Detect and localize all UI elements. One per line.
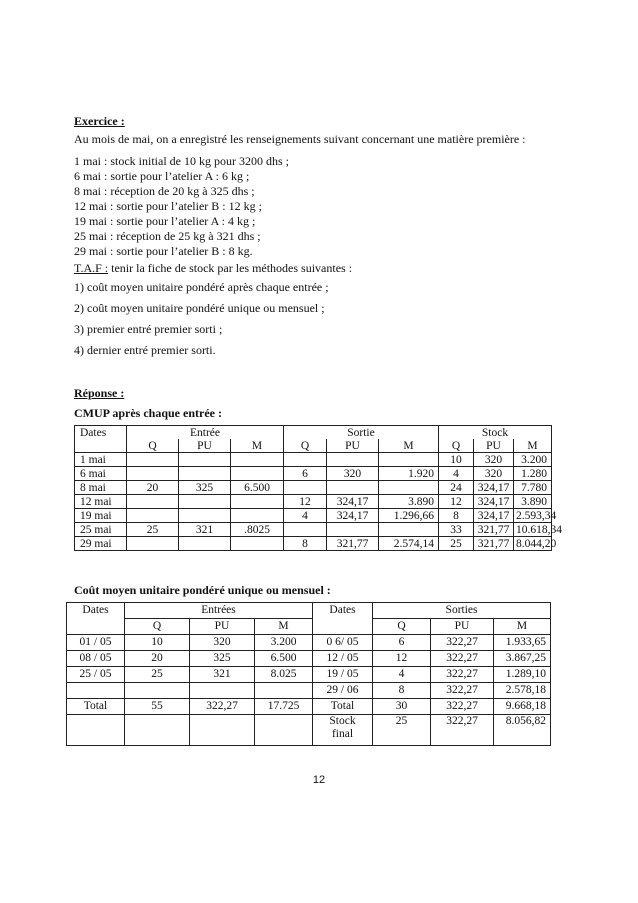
exercise-line: 19 mai : sortie pour l’atelier A : 4 kg ; [74,214,256,228]
header-cell: PU [431,619,494,635]
table-cell [327,453,379,467]
table-cell [231,537,284,551]
table-cell: 10 [439,453,474,467]
header-cell: Q [439,439,474,453]
table-row [75,453,552,467]
table-final-stock-row [67,715,551,746]
table-cell: 01 / 05 [67,635,125,651]
header-cell: M [255,619,313,635]
table-cell: 20 [125,651,190,667]
table-cell: 6 mai [75,467,127,481]
table-cell: 6.500 [255,651,313,667]
table-cell: 12 mai [75,495,127,509]
header-sorties: Sorties [373,603,551,619]
header-cell: PU [327,439,379,453]
table-cell: 1.920 [379,467,439,481]
table-cell: 3.867,25 [494,651,551,667]
table-cell: 321 [179,523,231,537]
table-row [75,467,552,481]
table-cell: 321,77 [474,537,514,551]
table-cell: 3.890 [379,495,439,509]
table-row [75,481,552,495]
method-item: 2) coût moyen unitaire pondéré unique ou mensuel ; [74,301,325,315]
table-cell: 4 [284,509,327,523]
method-item: 1) coût moyen unitaire pondéré après chaque entrée ; [74,280,329,294]
table-cell: 29 / 06 [313,683,373,699]
method-item: 4) dernier entré premier sorti. [74,343,216,357]
table-cell: 29 mai [75,537,127,551]
table-cell [125,683,190,699]
table-cell: 324,17 [474,495,514,509]
taf-label: T.A.F : [74,261,109,275]
cmup-mensuel-section-title: Coût moyen unitaire pondéré unique ou mensuel : [74,583,331,597]
table-cell [179,453,231,467]
table-cell: 1.296,66 [379,509,439,523]
table-cell: 324,17 [474,481,514,495]
cmup-stock-table [74,425,562,551]
header-cell: Q [127,439,179,453]
table-cell: Total [313,699,373,715]
header-cell: PU [474,439,514,453]
header-cell: Q [373,619,431,635]
header-dates: Dates [75,426,127,440]
table-cell: 320 [474,453,514,467]
table-cell: 3.890 [514,495,552,509]
exercise-title: Exercice : [74,114,125,128]
table-cell [255,715,313,746]
table-cell: 2.578,18 [494,683,551,699]
exercise-line: 12 mai : sortie pour l’atelier B : 12 kg ; [74,199,262,213]
table-cell [179,495,231,509]
answer-title: Réponse : [74,386,125,400]
table-cell: 6 [373,635,431,651]
table-cell: 7.780 [514,481,552,495]
table-cell [190,715,255,746]
table-row [75,537,552,551]
table-cell [284,453,327,467]
table-cell [231,509,284,523]
page-number: 12 [312,774,326,786]
table-row [67,635,551,651]
table-cell [179,537,231,551]
table-cell [127,453,179,467]
table-cell [127,509,179,523]
table-cell: 25 [439,537,474,551]
table-cell: 12 [439,495,474,509]
table-cell [67,715,125,746]
table-group-header-row [67,603,551,619]
table-cell: 8.025 [255,667,313,683]
table-cell: 8 [373,683,431,699]
table-cell: 25 [125,667,190,683]
table-cell: 321,77 [474,523,514,537]
table-cell: 12 / 05 [313,651,373,667]
header-cell: PU [190,619,255,635]
table-cell: 30 [373,699,431,715]
header-cell [313,619,373,635]
table-cell: 4 [439,467,474,481]
table-cell [284,481,327,495]
table-cell: 6.500 [231,481,284,495]
table-cell [379,453,439,467]
table-cell [231,467,284,481]
table-cell: 25 mai [75,523,127,537]
exercise-line: 1 mai : stock initial de 10 kg pour 3200 dhs ; [74,154,289,168]
header-cell: Q [284,439,327,453]
cmup-mensuel-table [66,602,551,746]
table-row [75,523,552,537]
table-cell [67,683,125,699]
header-cell: M [379,439,439,453]
table-row [67,683,551,699]
table-cell: 19 / 05 [313,667,373,683]
header-dates-entrees: Dates [67,603,125,619]
final-stock-label-line2: final [331,728,354,740]
method-item: 3) premier entré premier sorti ; [74,322,223,336]
table-cell: Total [67,699,125,715]
table-cell: 322,27 [431,635,494,651]
table-cell: 322,27 [431,651,494,667]
table-cell: 12 [284,495,327,509]
table-cell: 322,27 [431,667,494,683]
table-cell: 2.593,34 [514,509,552,523]
table-cell: 322,27 [190,699,255,715]
table-total-row [67,699,551,715]
table-cell: 0 6/ 05 [313,635,373,651]
table-group-header-row [75,426,552,440]
table-cell: 1.933,65 [494,635,551,651]
table-row [75,509,552,523]
table-cell [179,509,231,523]
table-cell [127,537,179,551]
table-cell: 8.056,82 [494,715,551,746]
table-cell [255,683,313,699]
table-cell: 320 [190,635,255,651]
table-cell [284,523,327,537]
taf-text: tenir la fiche de stock par les méthodes suivantes : [108,261,353,275]
table-cell: 25 [373,715,431,746]
header-cell [75,439,127,453]
table-cell [127,495,179,509]
table-row [67,651,551,667]
table-sub-header-row [67,619,551,635]
table-cell [125,715,190,746]
header-cell: M [231,439,284,453]
header-cell: M [494,619,551,635]
table-cell: 320 [474,467,514,481]
table-cell: 8 [284,537,327,551]
exercise-line: 25 mai : réception de 25 kg à 321 dhs ; [74,229,261,243]
table-cell [231,453,284,467]
table-cell: 8 mai [75,481,127,495]
table-cell: 4 [373,667,431,683]
table-cell: 324,17 [474,509,514,523]
table-cell [379,523,439,537]
header-cell: M [514,439,552,453]
table-cell [190,683,255,699]
table-cell [127,467,179,481]
table-cell: 325 [179,481,231,495]
table-cell: 10 [125,635,190,651]
table-cell: 324,17 [327,509,379,523]
header-cell: Q [125,619,190,635]
table-cell: 9.668,18 [494,699,551,715]
table-cell: 322,27 [431,699,494,715]
table-cell: 19 mai [75,509,127,523]
table-cell: .8025 [231,523,284,537]
exercise-intro: Au mois de mai, on a enregistré les renseignements suivant concernant une matière première : [74,132,526,146]
table-cell: 10.618,34 [514,523,552,537]
table-cell: 8 [439,509,474,523]
header-cell [67,619,125,635]
table-cell: 25 / 05 [67,667,125,683]
final-stock-label [313,715,373,746]
table-cell: 320 [327,467,379,481]
exercise-line: 29 mai : sortie pour l’atelier B : 8 kg. [74,244,253,258]
taf-line [74,261,352,276]
table-cell [179,467,231,481]
table-cell: 3.200 [255,635,313,651]
final-stock-label-line1: Stock [329,715,356,727]
table-cell: 55 [125,699,190,715]
exercise-line: 6 mai : sortie pour l’atelier A : 6 kg ; [74,169,250,183]
table-cell: 6 [284,467,327,481]
cmup-section-title: CMUP après chaque entrée : [74,406,222,420]
table-cell: 321 [190,667,255,683]
header-entree: Entrée [127,426,284,440]
table-cell: 1.289,10 [494,667,551,683]
table-cell: 25 [127,523,179,537]
table-row [67,667,551,683]
table-sub-header-row [75,439,552,453]
table-cell: 324,17 [327,495,379,509]
header-sortie: Sortie [284,426,439,440]
table-cell: 08 / 05 [67,651,125,667]
table-cell: 33 [439,523,474,537]
table-cell: 2.574,14 [379,537,439,551]
header-stock: Stock [439,426,552,440]
table-cell: 8.044,20 [514,537,552,551]
table-cell: 322,27 [431,683,494,699]
table-cell [327,481,379,495]
table-cell [231,495,284,509]
table-cell: 3.200 [514,453,552,467]
header-dates-sorties: Dates [313,603,373,619]
header-cell: PU [179,439,231,453]
table-cell: 1.280 [514,467,552,481]
table-cell: 20 [127,481,179,495]
table-row [75,495,552,509]
table-cell: 321,77 [327,537,379,551]
table-cell: 24 [439,481,474,495]
table-cell: 1 mai [75,453,127,467]
table-cell [379,481,439,495]
table-cell: 17.725 [255,699,313,715]
table-cell [327,523,379,537]
table-cell: 322,27 [431,715,494,746]
header-entrees: Entrées [125,603,313,619]
exercise-line: 8 mai : réception de 20 kg à 325 dhs ; [74,184,255,198]
table-cell: 12 [373,651,431,667]
table-cell: 325 [190,651,255,667]
